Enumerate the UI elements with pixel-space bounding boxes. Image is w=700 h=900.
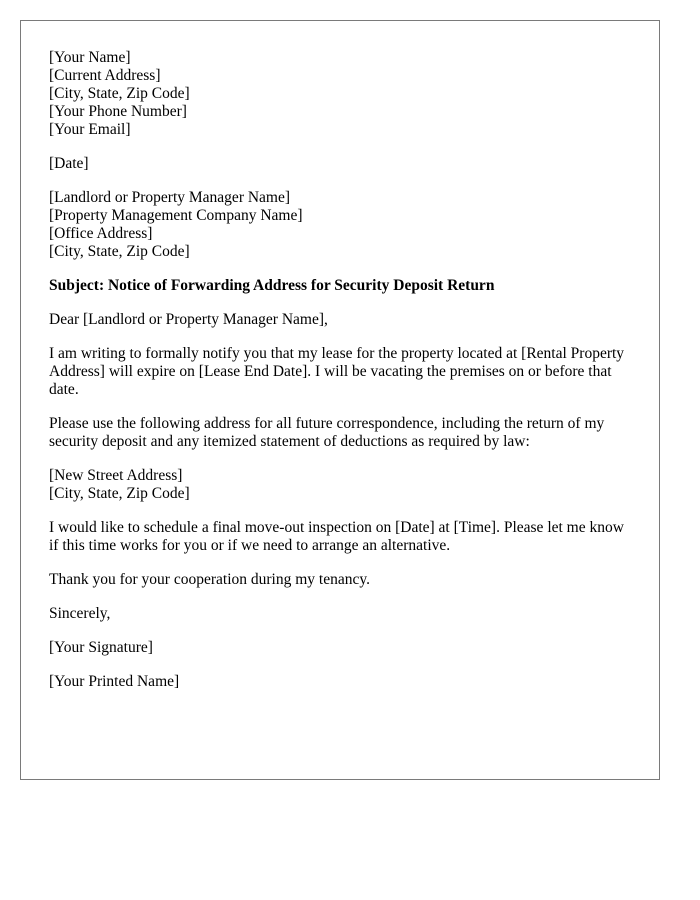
salutation: Dear [Landlord or Property Manager Name], [49, 311, 328, 328]
forwarding-city-state-zip: [City, State, Zip Code] [49, 485, 190, 502]
paragraph-forwarding-request: Please use the following address for all future correspondence, including the return of my security deposit and any itemized statement of deductions as required by law: [49, 415, 605, 450]
recipient-name: [Landlord or Property Manager Name] [49, 189, 291, 206]
closing: Sincerely, [49, 605, 111, 622]
recipient-address: [Office Address] [49, 225, 153, 242]
paragraph-lease-notice: I am writing to formally notify you that my lease for the property located at [Rental Property Address] will expire on [Lease End Date]. I will be vacating the premises on or before that date. [49, 345, 625, 398]
sender-block [49, 49, 631, 139]
sender-city-state-zip: [City, State, Zip Code] [49, 85, 190, 102]
forwarding-street: [New Street Address] [49, 467, 183, 484]
paragraph-inspection: I would like to schedule a final move-out inspection on [Date] at [Time]. Please let me know if this time works for you or if we need to arrange an alternative. [49, 519, 624, 554]
recipient-city-state-zip: [City, State, Zip Code] [49, 243, 190, 260]
recipient-company: [Property Management Company Name] [49, 207, 303, 224]
recipient-block [49, 189, 631, 261]
signature-line: [Your Signature] [49, 639, 153, 656]
sender-phone: [Your Phone Number] [49, 103, 187, 120]
letter-page [20, 20, 660, 780]
letter-date: [Date] [49, 155, 89, 172]
subject-line: Subject: Notice of Forwarding Address for Security Deposit Return [49, 277, 495, 294]
date-block [49, 155, 631, 173]
paragraph-thanks: Thank you for your cooperation during my tenancy. [49, 571, 370, 588]
sender-name: [Your Name] [49, 49, 131, 66]
sender-address: [Current Address] [49, 67, 161, 84]
forwarding-address-block [49, 467, 631, 503]
sender-email: [Your Email] [49, 121, 131, 138]
printed-name: [Your Printed Name] [49, 673, 180, 690]
